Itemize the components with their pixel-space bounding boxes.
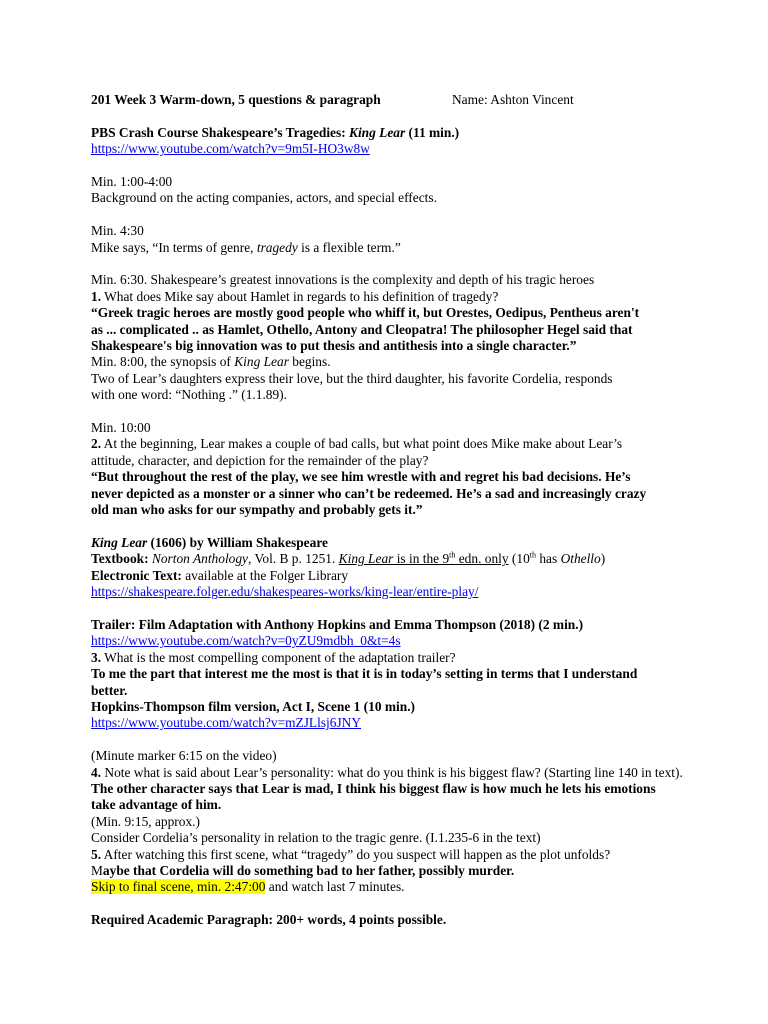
q3-answer-1: To me the part that interest me the most is that it is in today’s setting in terms that I understand xyxy=(91,666,638,682)
film-link[interactable]: https://www.youtube.com/watch?v=mZJLlsj6JNY xyxy=(91,715,362,731)
q2-answer-2: never depicted as a monster or a sinner who can’t be redeemed. He’s a sad and increasingly crazy xyxy=(91,485,647,501)
q1-question: 1. What does Mike say about Hamlet in regards to his definition of tragedy? xyxy=(91,288,499,304)
q4-question: 4. Note what is said about Lear’s personality: what do you think is his biggest flaw? (Starting line 140 in text). xyxy=(91,764,683,780)
seg1-time: Min. 1:00-4:00 xyxy=(91,174,173,189)
q5-question: 5. After watching this first scene, what “tragedy” do you suspect will happen as the plot unfolds? xyxy=(91,846,611,862)
seg2-text: Mike says, “In terms of genre, tragedy is a flexible term.” xyxy=(91,239,401,255)
q4-answer-2: take advantage of him. xyxy=(91,797,222,813)
q1-answer-2: as ... complicated .. as Hamlet, Othello, Antony and Cleopatra! The philosopher Hegel said that xyxy=(91,321,633,337)
seg7-text: Consider Cordelia’s personality in relation to the tragic genre. (I.1.235-6 in the text) xyxy=(91,830,541,846)
student-name: Name: Ashton Vincent xyxy=(452,92,574,107)
seg7-time: (Min. 9:15, approx.) xyxy=(91,813,200,829)
seg3-text: Min. 6:30. Shakespeare’s greatest innovations is the complexity and depth of his tragic heroes xyxy=(91,272,595,288)
seg1-text: Background on the acting companies, actors, and special effects. xyxy=(91,190,437,206)
folger-link[interactable]: https://shakespeare.folger.edu/shakespeares-works/king-lear/entire-play/ xyxy=(91,584,479,600)
final-scene-highlight: Skip to final scene, min. 2:47:00 xyxy=(91,879,266,895)
document-page xyxy=(91,92,731,929)
q1-answer-3: Shakespeare's big innovation was to put thesis and antithesis into a single character.” xyxy=(91,338,577,354)
assignment-title: 201 Week 3 Warm-down, 5 questions & paragraph xyxy=(91,92,381,107)
q5-answer: Maybe that Cordelia will do something bad to her father, possibly murder. xyxy=(91,862,515,878)
trailer-link[interactable]: https://www.youtube.com/watch?v=0yZU9mdbh_0&t=4s xyxy=(91,633,401,649)
q3-question: 3. What is the most compelling component of the adaptation trailer? xyxy=(91,649,456,665)
q3-answer-2: better. xyxy=(91,682,128,698)
etext-line: Electronic Text: available at the Folger Library xyxy=(91,567,349,583)
film-title: Hopkins-Thompson film version, Act I, Scene 1 (10 min.) xyxy=(91,698,416,714)
textbook-line: Textbook: Norton Anthology, Vol. B p. 1251. King Lear is in the 9th edn. only (10th has Othello) xyxy=(91,550,606,567)
q2-question-2: attitude, character, and depiction for the remainder of the play? xyxy=(91,452,429,468)
seg6-text: (Minute marker 6:15 on the video) xyxy=(91,748,277,764)
paragraph-title: Required Academic Paragraph: 200+ words, 4 points possible. xyxy=(91,912,447,928)
q2-question-1: 2. At the beginning, Lear makes a couple of bad calls, but what point does Mike make about Lear’s xyxy=(91,436,623,452)
seg2-time: Min. 4:30 xyxy=(91,223,144,239)
q4-answer-1: The other character says that Lear is mad, I think his biggest flaw is how much he lets his emotions xyxy=(91,780,656,796)
play-title: King Lear (1606) by William Shakespeare xyxy=(91,534,328,550)
seg4-line2: with one word: “Nothing .” (1.1.89). xyxy=(91,387,287,403)
final-scene-line: Skip to final scene, min. 2:47:00 and watch last 7 minutes. xyxy=(91,879,405,895)
trailer-title: Trailer: Film Adaptation with Anthony Hopkins and Emma Thompson (2018) (2 min.) xyxy=(91,616,584,632)
video1-link[interactable]: https://www.youtube.com/watch?v=9m5I-HO3w8w xyxy=(91,141,370,157)
seg5-time: Min. 10:00 xyxy=(91,420,151,436)
q2-answer-1: “But throughout the rest of the play, we see him wrestle with and regret his bad decisions. He’s xyxy=(91,469,631,485)
q2-answer-3: old man who asks for our sympathy and probably gets it.” xyxy=(91,502,423,518)
video1-title: PBS Crash Course Shakespeare’s Tragedies: King Lear (11 min.) xyxy=(91,124,460,140)
q1-answer-1: “Greek tragic heroes are mostly good people who whiff it, but Orestes, Oedipus, Pentheus aren't xyxy=(91,305,640,321)
seg4-time: Min. 8:00, the synopsis of King Lear begins. xyxy=(91,354,331,370)
seg4-line1: Two of Lear’s daughters express their love, but the third daughter, his favorite Cordelia, responds xyxy=(91,370,613,386)
header-line xyxy=(91,92,731,108)
